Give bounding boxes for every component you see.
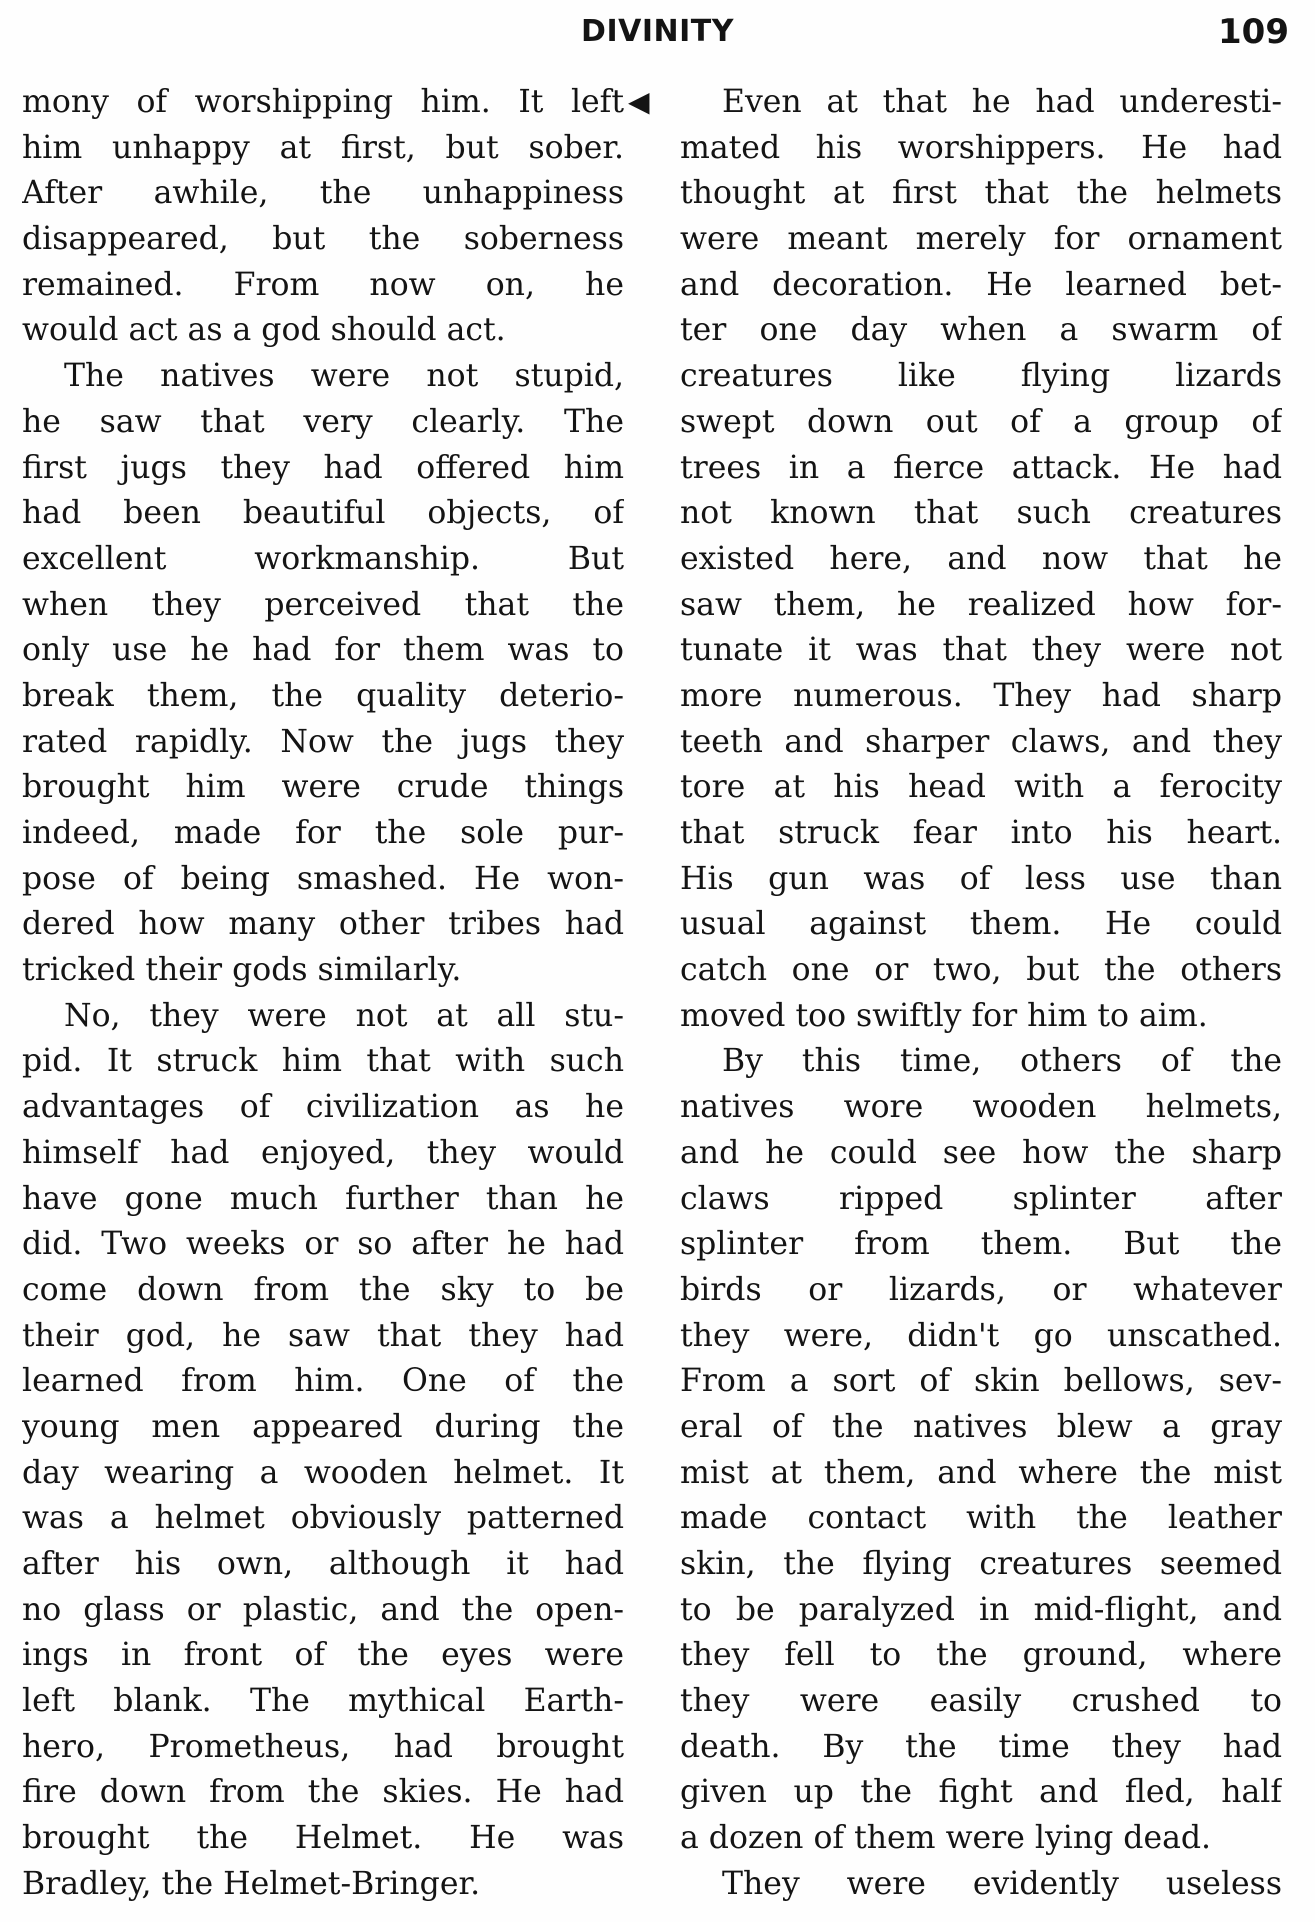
right-column-line: tunate it was that they were not [680,632,1282,669]
left-column-line: advantages of civilization as he [22,1089,624,1126]
right-column-line: skin, the flying creatures seemed [680,1546,1282,1582]
right-column-line: birds or lizards, or whatever [680,1271,1282,1308]
left-column-line: have gone much further than he [22,1180,624,1217]
left-column-line: remained. From now on, he [22,266,624,303]
left-column-line: had been beautiful objects, of [22,495,624,532]
right-column-line: From a sort of skin bellows, sev- [680,1363,1282,1400]
left-column-line: hero, Prometheus, had brought [22,1728,624,1765]
running-header: DIVINITY [581,14,734,49]
left-column-line: tricked their gods similarly. [22,952,462,989]
left-column [22,80,624,1908]
left-column-line: fire down from the skies. He had [22,1774,624,1811]
right-column-line: splinter from them. But the [680,1226,1282,1263]
left-column-line: when they perceived that the [22,586,624,623]
right-column-line: and decoration. He learned bet- [680,266,1282,303]
left-column-line: was a helmet obviously patterned [22,1500,624,1537]
left-column-line: brought the Helmet. He was [22,1820,624,1857]
right-column-line: death. By the time they had [680,1728,1282,1765]
page-number: 109 [1218,12,1289,52]
left-column-line: only use he had for them was to [22,632,624,669]
right-column-line: tore at his head with a ferocity [680,769,1282,806]
right-column-line: usual against them. He could [680,906,1282,943]
right-column-line: existed here, and now that he [680,540,1282,577]
left-column-line: rated rapidly. Now the jugs they [22,723,624,760]
right-column-line: They were evidently useless [722,1865,1282,1902]
right-column-line: more numerous. They had sharp [680,677,1282,714]
left-column-line: would act as a god should act. [22,312,506,349]
left-column-line: himself had enjoyed, they would [22,1134,624,1171]
right-column-line: that struck fear into his heart. [680,815,1282,851]
left-column-line: learned from him. One of the [22,1363,624,1400]
right-column-line: they were easily crushed to [680,1683,1282,1720]
left-column-line: The natives were not stupid, [64,358,624,395]
left-column-line: no glass or plastic, and the open- [22,1591,624,1628]
right-column-line: were meant merely for ornament [680,221,1282,258]
left-column-line: break them, the quality deterio- [22,677,624,714]
right-column-line: thought at first that the helmets [680,175,1282,212]
left-column-line: excellent workmanship. But [22,540,624,577]
left-column-line: left blank. The mythical Earth- [22,1683,624,1720]
left-column-line: come down from the sky to be [22,1271,624,1308]
right-column-line: made contact with the leather [680,1500,1282,1537]
right-column-line: they were, didn't go unscathed. [680,1317,1282,1354]
right-column-line: eral of the natives blew a gray [680,1408,1282,1445]
right-column-line: and he could see how the sharp [680,1134,1282,1171]
left-column-line: indeed, made for the sole pur- [22,815,624,851]
right-column-line: His gun was of less use than [680,860,1282,897]
left-column-line: ings in front of the eyes were [22,1637,624,1674]
left-column-line: brought him were crude things [22,769,624,806]
right-column-line: natives wore wooden helmets, [680,1089,1282,1126]
right-column-line: they fell to the ground, where [680,1637,1282,1674]
left-column-line: dered how many other tribes had [22,906,624,943]
left-column-line: young men appeared during the [22,1408,624,1445]
right-column-line: not known that such creatures [680,495,1282,532]
right-column-line: a dozen of them were lying dead. [680,1820,1212,1857]
left-column-line: after his own, although it had [22,1546,624,1582]
arrow-mark-icon: ◀ [628,85,650,118]
left-column-line: No, they were not at all stu- [64,997,624,1034]
right-column-line: ter one day when a swarm of [680,312,1282,349]
right-column-line: catch one or two, but the others [680,952,1282,989]
left-column-line: mony of worshipping him. It left [22,84,624,120]
left-column-line: him unhappy at first, but sober. [22,129,624,166]
left-column-line: pose of being smashed. He won- [22,860,624,897]
left-column-line: their god, he saw that they had [22,1317,624,1354]
left-column-line: did. Two weeks or so after he had [22,1226,624,1263]
left-column-line: Bradley, the Helmet-Bringer. [22,1865,481,1902]
right-column-line: By this time, others of the [722,1043,1282,1080]
left-column-line: pid. It struck him that with such [22,1043,624,1080]
right-column-line: Even at that he had underesti- [722,84,1282,120]
right-column-line: creatures like flying lizards [680,358,1282,395]
right-column-line: claws ripped splinter after [680,1180,1282,1217]
right-column-line: mated his worshippers. He had [680,129,1282,166]
right-column-line: swept down out of a group of [680,403,1282,440]
right-column-line: to be paralyzed in mid-flight, and [680,1591,1282,1628]
right-column-line: moved too swiftly for him to aim. [680,997,1208,1034]
left-column-line: disappeared, but the soberness [22,221,624,258]
left-column-line: first jugs they had offered him [22,449,624,486]
right-column [680,80,1282,1908]
left-column-line: he saw that very clearly. The [22,403,624,440]
right-column-line: trees in a fierce attack. He had [680,449,1282,486]
right-column-line: given up the fight and fled, half [680,1774,1282,1811]
right-column-line: teeth and sharper claws, and they [680,723,1282,760]
left-column-line: day wearing a wooden helmet. It [22,1454,624,1491]
right-column-line: mist at them, and where the mist [680,1454,1282,1491]
right-column-line: saw them, he realized how for- [680,586,1282,623]
left-column-line: After awhile, the unhappiness [22,175,624,212]
